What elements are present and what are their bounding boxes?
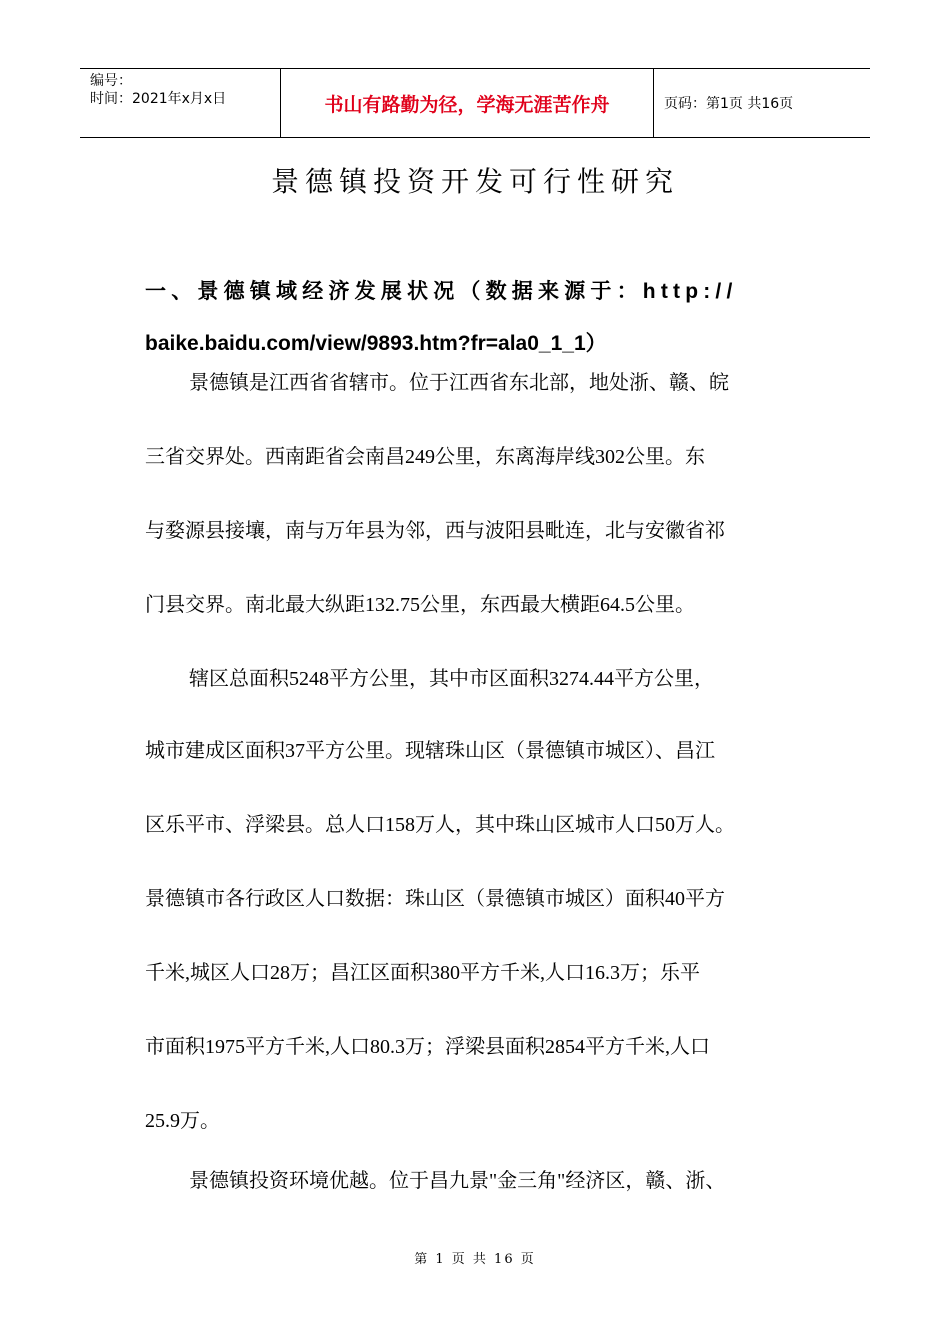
paragraph-line: 千米,城区人口28万；昌江区面积380平方千米,人口16.3万；乐平: [145, 962, 700, 984]
header-page-cell: [654, 69, 870, 137]
paragraph-line: 区乐平市、浮梁县。总人口158万人，其中珠山区城市人口50万人。: [145, 814, 735, 836]
paragraph-line: 景德镇投资环境优越。位于昌九景"金三角"经济区，赣、浙、: [189, 1170, 726, 1192]
body-text: [145, 368, 815, 1240]
page-info: 页码：第1页 共16页: [664, 96, 794, 112]
paragraph-line: 城市建成区面积37平方公里。现辖珠山区（景德镇市城区）、昌江: [145, 740, 715, 762]
paragraph-line: 景德镇是江西省省辖市。位于江西省东北部，地处浙、赣、皖: [189, 372, 729, 394]
paragraph-line: 与婺源县接壤，南与万年县为邻，西与波阳县毗连，北与安徽省祁: [145, 520, 725, 542]
time-label: 时间：2021年x月x日: [90, 91, 227, 107]
page-footer: 第 1 页 共 16 页: [414, 1252, 536, 1267]
paragraph-line: 门县交界。南北最大纵距132.75公里，东西最大横距64.5公里。: [145, 594, 695, 616]
header-meta-cell: [80, 69, 281, 137]
paragraph-line: 25.9万。: [145, 1110, 220, 1132]
section-heading: [145, 266, 810, 370]
paragraph-line: 景德镇市各行政区人口数据：珠山区（景德镇市城区）面积40平方: [145, 888, 725, 910]
section-heading-line2: baike.baidu.com/view/9893.htm?fr=ala0_1_1）: [145, 332, 607, 355]
paragraph-line: 三省交界处。西南距省会南昌249公里，东离海岸线302公里。东: [145, 446, 705, 468]
number-label: 编号：: [90, 73, 132, 89]
motto-text: 书山有路勤为径，学海无涯苦作舟: [324, 93, 610, 116]
section-heading-line1: 一、景德镇域经济发展状况（数据来源于：http://: [145, 280, 738, 303]
header-motto-cell: [281, 69, 654, 137]
paragraph-line: 辖区总面积5248平方公里，其中市区面积3274.44平方公里，: [189, 668, 714, 690]
document-header: [80, 68, 870, 138]
paragraph-line: 市面积1975平方千米,人口80.3万；浮梁县面积2854平方千米,人口: [145, 1036, 710, 1058]
document-title: 景德镇投资开发可行性研究: [270, 165, 679, 198]
